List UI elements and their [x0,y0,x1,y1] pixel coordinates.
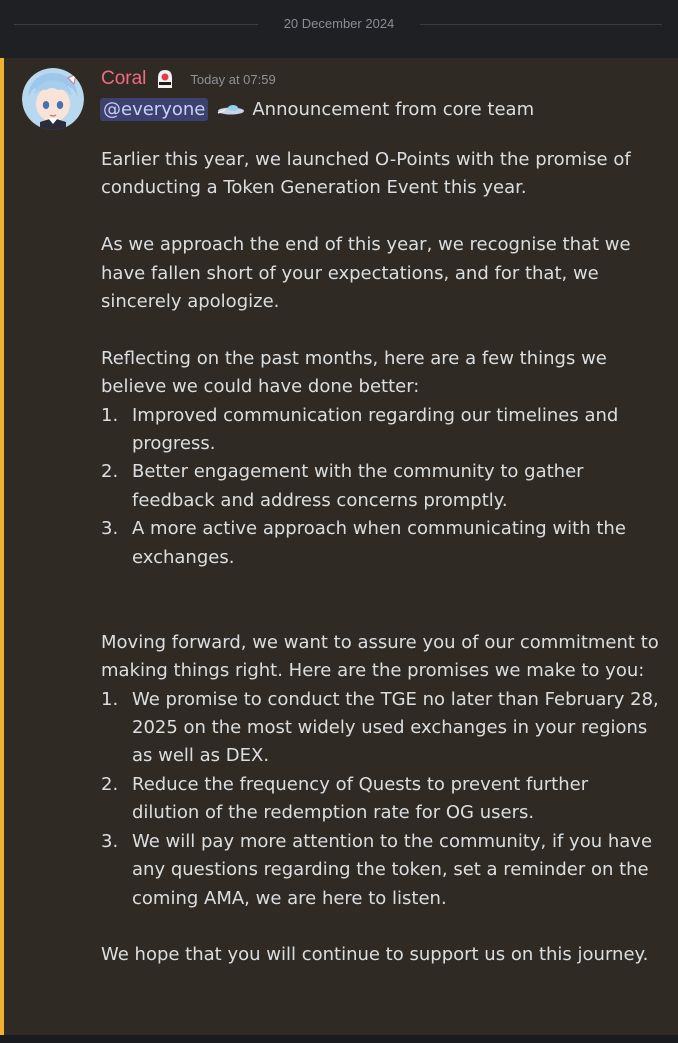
date-label: 20 December 2024 [283,16,395,31]
mention-highlight-bar [0,58,4,1035]
list-item: 2. Reduce the frequency of Quests to prevent further dilution of the redemption rate for OG users. [101,773,589,824]
announcement-title: Announcement from core team [252,98,535,120]
divider-line-right [420,24,662,25]
announcement-line [100,95,534,123]
username[interactable]: Coral [101,68,147,89]
promises-list [101,686,661,913]
bot-badge-icon [154,68,176,90]
paragraph-reflection: Reflecting on the past months, here are a few things we believe we could have done better: [101,347,607,398]
date-divider [0,0,678,58]
message-timestamp: Today at 07:59 [190,71,276,87]
improvements-list [101,402,661,572]
avatar[interactable] [22,68,84,130]
paragraph-intro: Earlier this year, we launched O-Points with the promise of conducting a Token Generation Event this year. [101,149,631,199]
list-item: 1. Improved communication regarding our timelines and progress. [101,404,619,455]
ufo-emoji-icon [216,101,246,117]
paragraph-apology: As we approach the end of this year, we recognise that we have fallen short of your expectations, and for that, we sincerely apologize. [101,234,631,313]
list-item: 3. A more active approach when communicating with the exchanges. [101,518,626,568]
paragraph-commitment: Moving forward, we want to assure you of our commitment to making things right. Here are the promises we make to you: [101,631,659,682]
message-body [101,146,661,970]
list-item: 2. Better engagement with the community to gather feedback and address concerns promptly. [101,461,584,511]
paragraph-closing: We hope that you will continue to support us on this journey. [101,944,649,966]
list-item: 1. We promise to conduct the TGE no later than February 28, 2025 on the most widely used exchanges in your regions as well as DEX. [101,688,659,767]
message-header [101,66,276,92]
chat-message [0,58,678,1035]
everyone-mention[interactable]: @everyone [100,98,208,121]
bottom-strip [0,1035,678,1043]
list-item: 3. We will pay more attention to the community, if you have any questions regarding the token, set a reminder on the coming AMA, we are here to listen. [101,830,653,909]
